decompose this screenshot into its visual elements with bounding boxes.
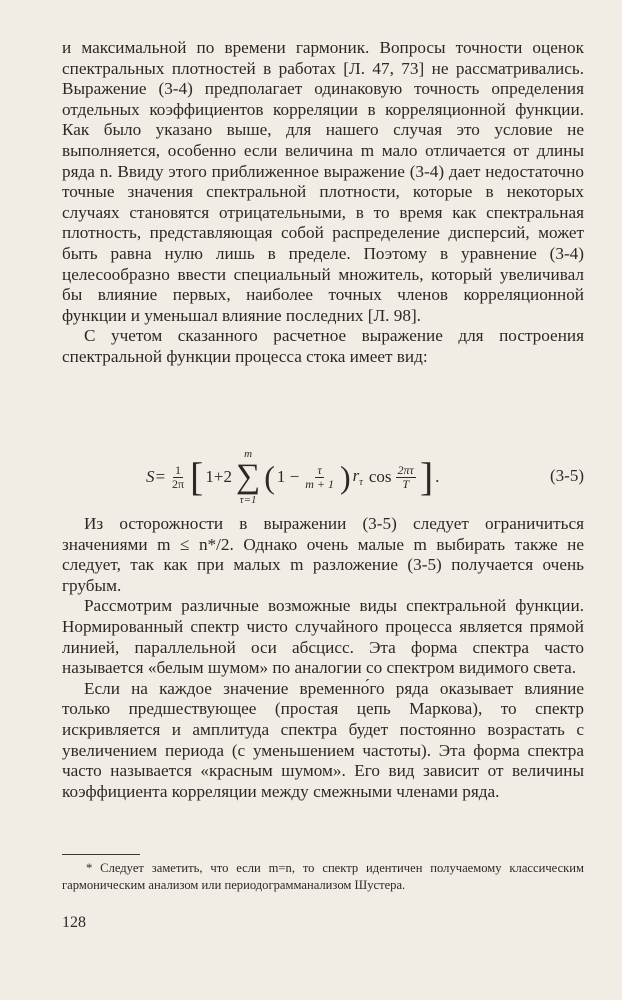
page-number: 128 [62,914,86,931]
cos-function: cos [368,467,392,486]
equation-term: 1+2 [205,467,232,486]
fraction-denominator: 2π [171,476,185,491]
main-text-top [62,38,584,368]
right-paren: ) [339,459,351,495]
footnote: * Следует заметить, что если m=n, то спектр идентичен получаемому классическим гармоническим анализом или периодограмманализом Шустера. [62,861,584,892]
paragraph: Если на каждое значение временно́го ряда оказывает влияние только предшествующее (простая цепь Маркова), то спектр искривляется и амплитуда спектра будет постоянно возрастать с увеличением периода (с уменьшением частоты). Эта форма спектра часто называется «красным шумом». Его вид зависит от величины коэффициента корреляции между смежными членами ряда. [62,678,584,801]
r-letter: r [352,466,360,485]
sum-upper-limit: m [244,448,253,460]
main-text-bottom [62,514,584,802]
fraction-tau-over-m-plus-one [303,464,336,491]
r-symbol [353,466,363,488]
paragraph: Рассмотрим различные возможные виды спектральной функции. Нормированный спектр чисто случайного процесса является прямой линией, параллельной оси абсцисс. Эта форма спектра часто называется «белым шумом» по аналогии со спектром видимого света. [62,596,584,678]
left-bracket: [ [190,454,204,499]
equation-lhs: S= [146,467,166,486]
fraction-two-pi-tau-over-t [396,464,416,491]
sum-lower-limit: τ=1 [239,494,257,506]
fraction-one-over-two-pi [170,464,186,491]
right-bracket: ] [419,454,434,499]
equation-number: (3-5) [550,466,584,485]
summation [236,448,260,506]
sum-symbol: ∑ [235,458,261,495]
equation-3-5 [62,442,584,512]
footnote-divider [62,854,140,855]
fraction-numerator: τ [317,462,322,477]
equation-expression [146,442,439,512]
equation-end: . [435,467,440,486]
fraction-denominator: m + 1 [305,476,334,491]
fraction-numerator: 1 [175,462,182,477]
paragraph: Из осторожности в выражении (3-5) следует ограничиться значениями m ≤ n*/2. Однако очень малые m выбирать также не следует, так как при малых m разложение (3-5) получается очень грубым. [62,514,584,595]
equation-term: 1 − [276,467,300,486]
left-paren: ( [264,459,275,495]
fraction-denominator: T [402,476,410,491]
fraction-numerator: 2πτ [397,462,414,477]
r-subscript: τ [359,477,363,488]
paragraph: и максимальной по времени гармоник. Вопросы точности оценок спектральных плотностей в работах [Л. 47, 73] не рассматривались. Выражение (3-4) предполагает одинаковую точность определения отдельных коэффициентов корреляции в корреляционной функции. Как было указано выше, для нашего случая это условие не выполняется, особенно если величина m мало отличается от длины ряда n. Ввиду этого приближенное выражение (3-4) дает недостаточно точные значения спектральной плотности, которые в некоторых случаях становятся отрицательными, в то время как спектральная плотность, представляющая собой распределение дисперсий, может быть равна нулю лишь в пределе. Поэтому в уравнение (3-4) целесообразно ввести специальный множитель, который увеличивал бы влияние первых, наиболее точных членов корреляционной функции и уменьшал влияние последних [Л. 98]. [62,38,584,325]
paragraph: С учетом сказанного расчетное выражение для построения спектральной функции процесса стока имеет вид: [62,326,584,366]
